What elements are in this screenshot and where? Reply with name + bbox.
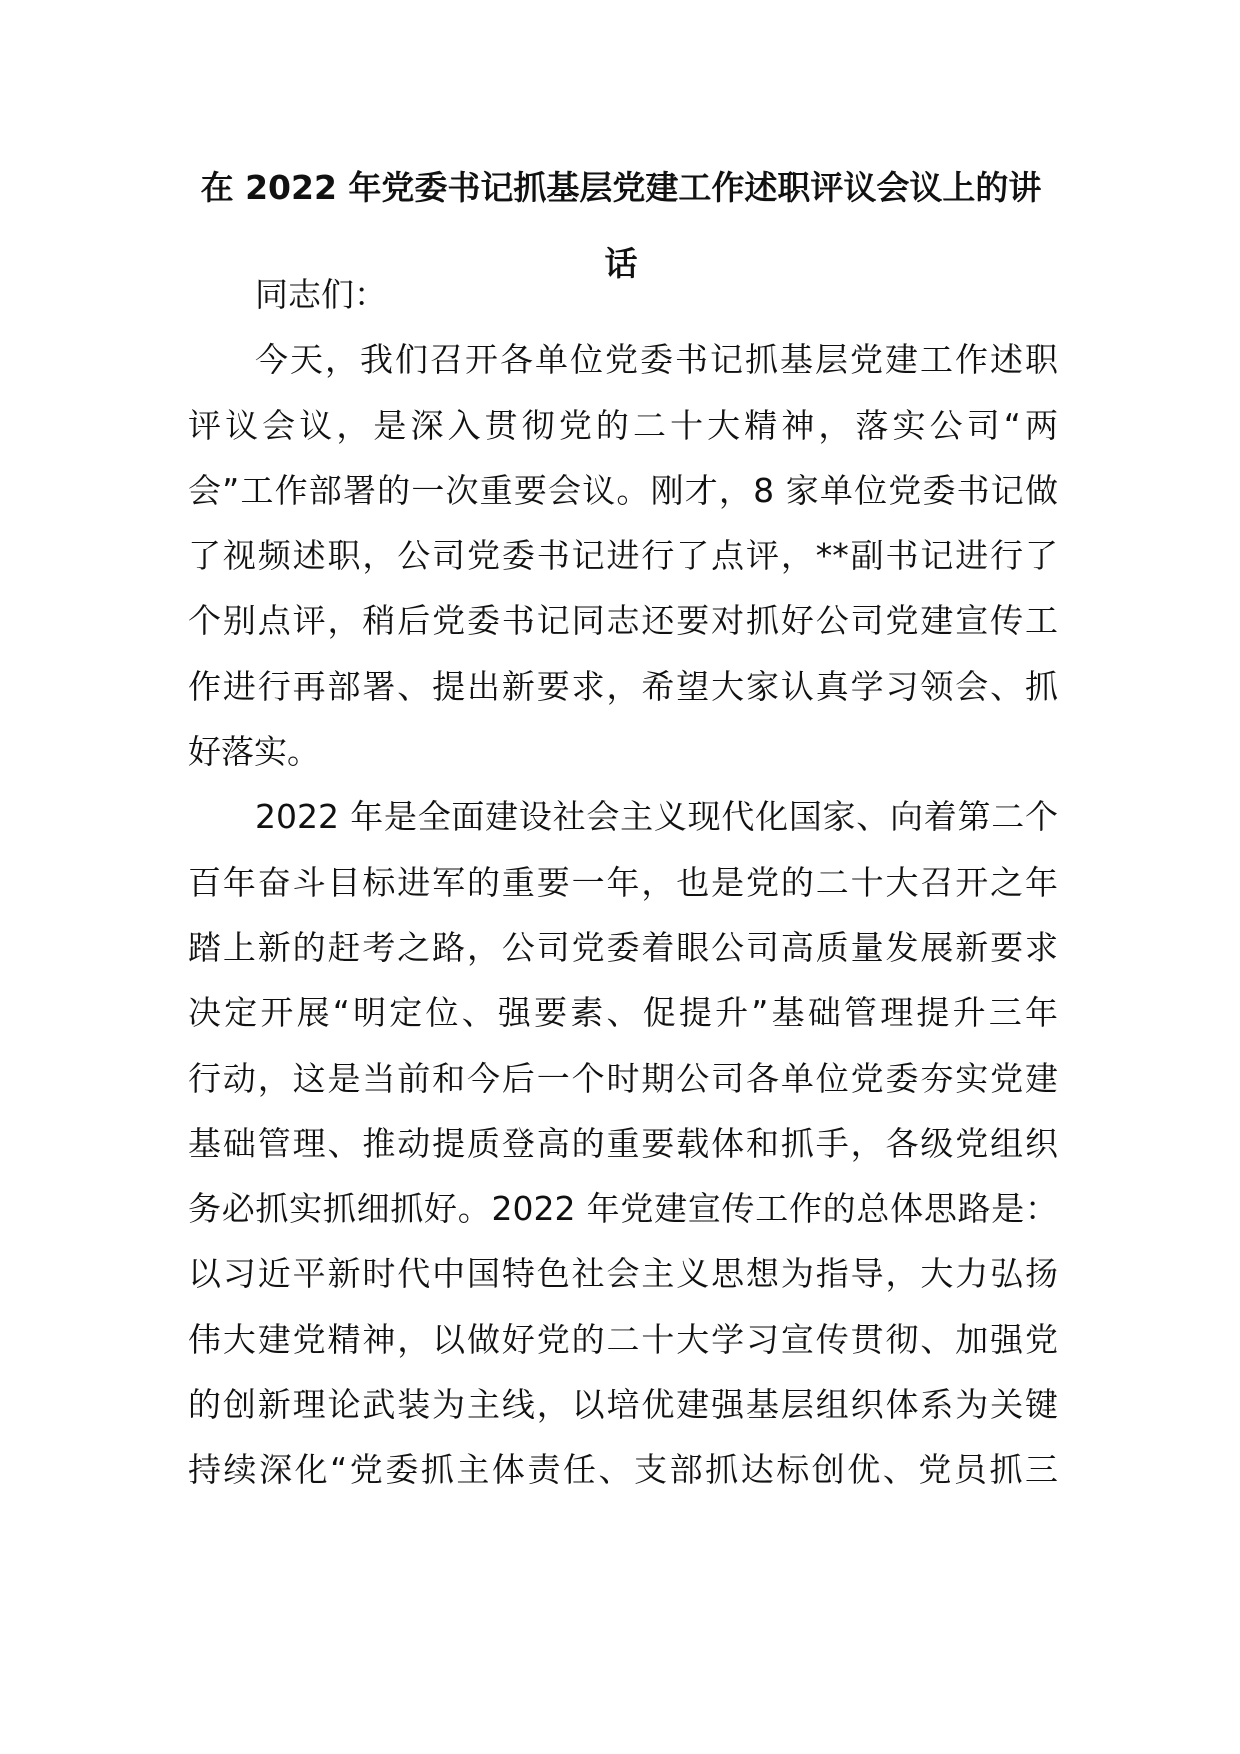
paragraph-line: 伟大建党精神，以做好党的二十大学习宣传贯彻、加强党 <box>188 1319 1058 1359</box>
greeting: 同志们： <box>255 275 387 314</box>
paragraph-line: 务必抓实抓细抓好。2022 年党建宣传工作的总体思路是： <box>188 1189 1058 1229</box>
paragraph-2 <box>188 784 1058 1502</box>
paragraph-line: 持续深化“党委抓主体责任、支部抓达标创优、党员抓三 <box>188 1450 1058 1490</box>
paragraph-line: 了视频述职，公司党委书记进行了点评，**副书记进行了 <box>188 536 1058 576</box>
paragraph-line: 个别点评，稍后党委书记同志还要对抓好公司党建宣传工 <box>188 601 1058 641</box>
title-line-2: 话 <box>604 244 638 283</box>
document-body <box>188 262 1058 1503</box>
paragraph-line: 的创新理论武装为主线，以培优建强基层组织体系为关键 <box>188 1385 1058 1425</box>
paragraph-line: 百年奋斗目标进军的重要一年，也是党的二十大召开之年 <box>188 862 1058 902</box>
paragraph-line: 评议会议，是深入贯彻党的二十大精神，落实公司“两 <box>188 405 1058 445</box>
paragraph-line: 基础管理、推动提质登高的重要载体和抓手，各级党组织 <box>188 1123 1058 1163</box>
paragraph-line: 作进行再部署、提出新要求，希望大家认真学习领会、抓 <box>188 666 1058 706</box>
paragraph-1 <box>188 327 1058 784</box>
paragraph-line: 会”工作部署的一次重要会议。刚才，8 家单位党委书记做 <box>188 470 1058 510</box>
title-line-1: 在 2022 年党委书记抓基层党建工作述职评议会议上的讲 <box>200 168 1042 207</box>
paragraph-line: 踏上新的赶考之路，公司党委着眼公司高质量发展新要求 <box>188 927 1058 967</box>
paragraph-line: 好落实。 <box>188 732 320 772</box>
paragraph-line: 决定开展“明定位、强要素、促提升”基础管理提升三年 <box>188 993 1058 1033</box>
paragraph-line: 以习近平新时代中国特色社会主义思想为指导，大力弘扬 <box>188 1254 1058 1294</box>
paragraph-line: 今天，我们召开各单位党委书记抓基层党建工作述职 <box>255 340 1058 380</box>
paragraph-line: 2022 年是全面建设社会主义现代化国家、向着第二个 <box>255 797 1058 837</box>
paragraph-line: 行动，这是当前和今后一个时期公司各单位党委夯实党建 <box>188 1058 1058 1098</box>
